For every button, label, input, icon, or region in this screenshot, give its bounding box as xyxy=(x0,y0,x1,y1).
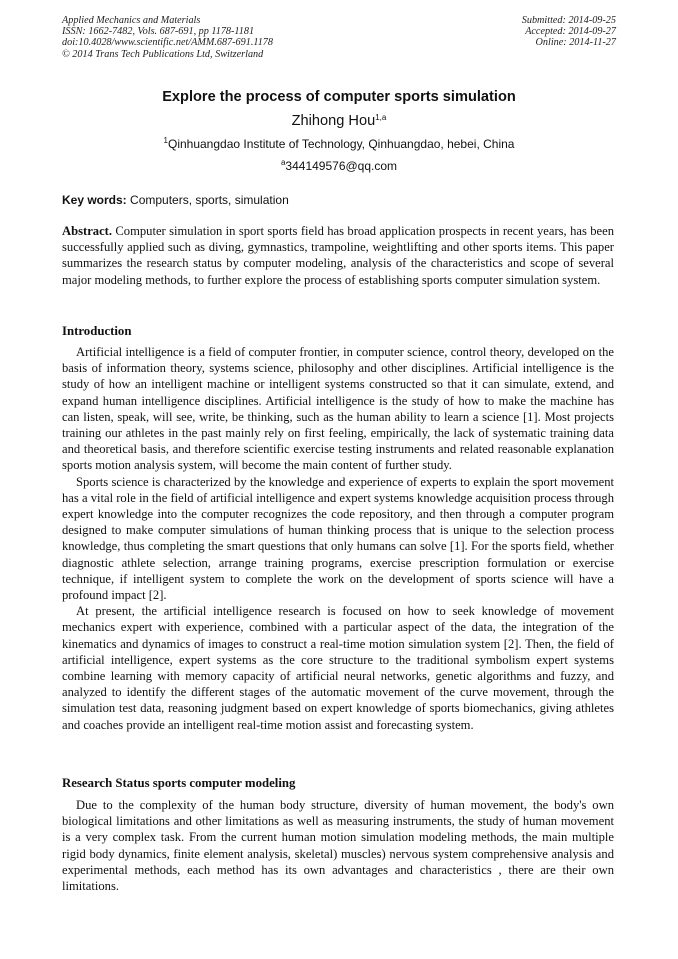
submitted-date: Submitted: 2014-09-25 xyxy=(521,15,616,26)
copyright-line: © 2014 Trans Tech Publications Ltd, Switzerland xyxy=(62,48,264,60)
introduction-heading: Introduction xyxy=(62,324,132,338)
intro-paragraph-1: Artificial intelligence is a field of computer frontier, in computer science, control theory, developed on the basis of information theory, systems science, philosophy and other disciplines. Artificial intelligence is the study of how an intelligent machine or intelligent systems constructed so that it can simulate, extend, and expand human intelligence disciplines. Artificial intelligence is the study of how to make the machine has can listen, speak, will see, write, be thinking, such as the human ability to learn a science [1]. Most projects training our athletes in the past mainly rely on first feeling, empirically, the lack of systematic training data and theoretical basis, and therefore scientific exercise testing instruments and related reasonable explanation sports motion analysis system, will become the main content of further study. xyxy=(62,345,614,473)
abstract-label: Abstract. xyxy=(62,224,113,238)
introduction-body xyxy=(62,344,614,733)
research-status-paragraph-1: Due to the complexity of the human body structure, diversity of human movement, the body's own biological limitations and other limitations as well as measuring instruments, the study of human movement is a very complex task. From the current human motion simulation modeling methods, the main multiple rigid body dynamics, finite element analysis, skeletal) muscles) nervous system comprehensive analysis and experimental methods, each method has its own advantages and characteristics , there are their own limitations. xyxy=(62,798,614,894)
intro-paragraph-2: Sports science is characterized by the knowledge and experience of experts to explain the sport movement has a vital role in the field of artificial intelligence and expert systems knowledge acquisition process through expert knowledge into the computer recognizes the code repository, and then through a computer program designed to make computer simulations of human thinking process that is unique to the selection process knowledge, thus completing the smart questions that only humans can solve [1]. For the sports field, whether diagnostic athlete selection, arrange training programs, exercise prescription formulation or exercise technique, if intelligent system to complete the work on the development of sports science will have a profound impact [2]. xyxy=(62,474,614,603)
author-name: Zhihong Hou xyxy=(291,113,376,129)
paper-title: Explore the process of computer sports simulation xyxy=(162,89,516,105)
intro-paragraph-3: At present, the artificial intelligence research is focused on how to seek knowledge of movement mechanics expert with experience, combined with a particular aspect of the data, the integration of the kinematics and dynamics of images to construct a real-time motion simulation system [2]. Then, the field of artificial intelligence, expert systems as the core structure to the traditional symbolism expert systems combine learning with memory capacity of artificial neural networks, genetic algorithms and fuzzy, and analyzed to identify the different stages of the automatic movement of the curve movement, through the simulation test data, reasoning judgment based on expert knowledge of sports biomechanics, giving athletes and coaches provide an intelligent real-time motion assist and forecasting system. xyxy=(62,604,614,732)
affiliation-line xyxy=(0,137,678,152)
email-line xyxy=(0,159,678,174)
affiliation-superscript: 1 xyxy=(163,136,168,145)
author-line xyxy=(0,113,678,130)
affiliation-text: Qinhuangdao Institute of Technology, Qinhuangdao, hebei, China xyxy=(167,137,515,151)
keywords-line xyxy=(62,193,618,208)
abstract-paragraph xyxy=(62,223,614,288)
keywords-text: Computers, sports, simulation xyxy=(126,193,289,207)
keywords-label: Key words: xyxy=(62,193,127,207)
online-date: Online: 2014-11-27 xyxy=(535,37,616,49)
email-address[interactable]: 344149576@qq.com xyxy=(285,159,398,173)
journal-header-right xyxy=(522,15,616,49)
issn-line: ISSN: 1662-7482, Vols. 687-691, pp 1178-1181 xyxy=(62,26,255,38)
abstract-text: Computer simulation in sport sports field has broad application prospects in recent years, has been successfully applied such as diving, gymnastics, trampoline, weightlifting and other sports items. This paper summarizes the research status by computer modeling, analysis of the characteristics and scope of several major modeling methods, to further explore the process of establishing sports computer simulation system. xyxy=(62,224,614,287)
journal-header-left xyxy=(62,15,273,60)
author-superscript: 1,a xyxy=(375,113,387,122)
accepted-date: Accepted: 2014-09-27 xyxy=(525,26,616,38)
journal-name: Applied Mechanics and Materials xyxy=(62,15,201,26)
research-status-heading: Research Status sports computer modeling xyxy=(62,776,296,790)
doi-line[interactable]: doi:10.4028/www.scientific.net/AMM.687-691.1178 xyxy=(62,37,273,49)
abstract-block xyxy=(62,223,614,288)
research-status-body xyxy=(62,797,614,894)
email-superscript: a xyxy=(280,158,286,167)
